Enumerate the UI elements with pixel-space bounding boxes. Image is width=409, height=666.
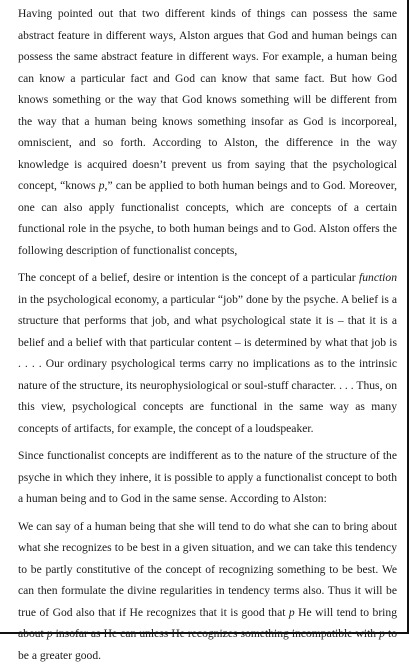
quote-text: The concept of a belief, desire or intention is the concept of a particular: [18, 271, 359, 284]
paragraph-text: Having pointed out that two different kinds of things can possess the same abstract feature in different ways, Alston argues that God and human beings can possess the same abstract feature in different ways. For example, a human being can know a particular fact and God can know that same fact. But how God knows something or the way that God knows something will be different from the way that a human being knows something insofar as God is incorporeal, omniscient, and so forth. According to Alston, the difference in the way knowledge is acquired doesn’t prevent us from saying that the psychological concept, “knows: [18, 7, 397, 192]
italic-variable-p: p: [99, 179, 105, 192]
italic-variable-p: p: [289, 606, 295, 619]
paragraph-functionalist-concepts: Since functionalist concepts are indifferent as to the nature of the structure of the psyche in which they inhere, it is possible to apply a functionalist concept to both a human being and to God in the same sense. According to Alston:: [18, 445, 397, 510]
document-body: [18, 3, 397, 666]
paragraph-text: ,” can be applied to both human beings and to God. Moreover, one can also apply functionalist concepts, which are concepts of a certain functional role in the psyche, to both human beings and to God. Alston offers the following description of functionalist concepts,: [18, 179, 397, 257]
italic-emphasis-function: function: [359, 271, 397, 284]
quote-text: to be a greater good.: [18, 627, 397, 662]
block-quote-functionalism: [18, 267, 397, 439]
quote-text: in the psychological economy, a particular “job” done by the psyche. A belief is a structure that performs that job, and what psychological state it is – that it is a belief and a belief with that particular content – is determined by what that job is . . . . Our ordinary psychological terms carry no implications as to the intrinsic nature of the structure, its neurophysiological or soul-stuff character. . . . Thus, on this view, psychological concepts are functional in the same way as many concepts of artifacts, for example, the concept of a loudspeaker.: [18, 293, 397, 435]
block-quote-divine-regularities: [18, 516, 397, 666]
italic-variable-p: p: [47, 627, 53, 640]
italic-variable-p: p: [379, 627, 385, 640]
paragraph-alston-argument: [18, 3, 397, 261]
quote-text: insofar as He can unless He recognizes something incompatible with: [53, 627, 380, 640]
quote-text: He will tend to bring about: [18, 606, 397, 641]
quote-text: We can say of a human being that she will tend to do what she can to bring about what she recognizes to be best in a given situation, and we can take this tendency to be partly constitutive of the concept of recognizing something to be best. We can then formulate the divine regularities in tendency terms also. Thus it will be true of God also that if He recognizes that it is good that: [18, 520, 397, 619]
